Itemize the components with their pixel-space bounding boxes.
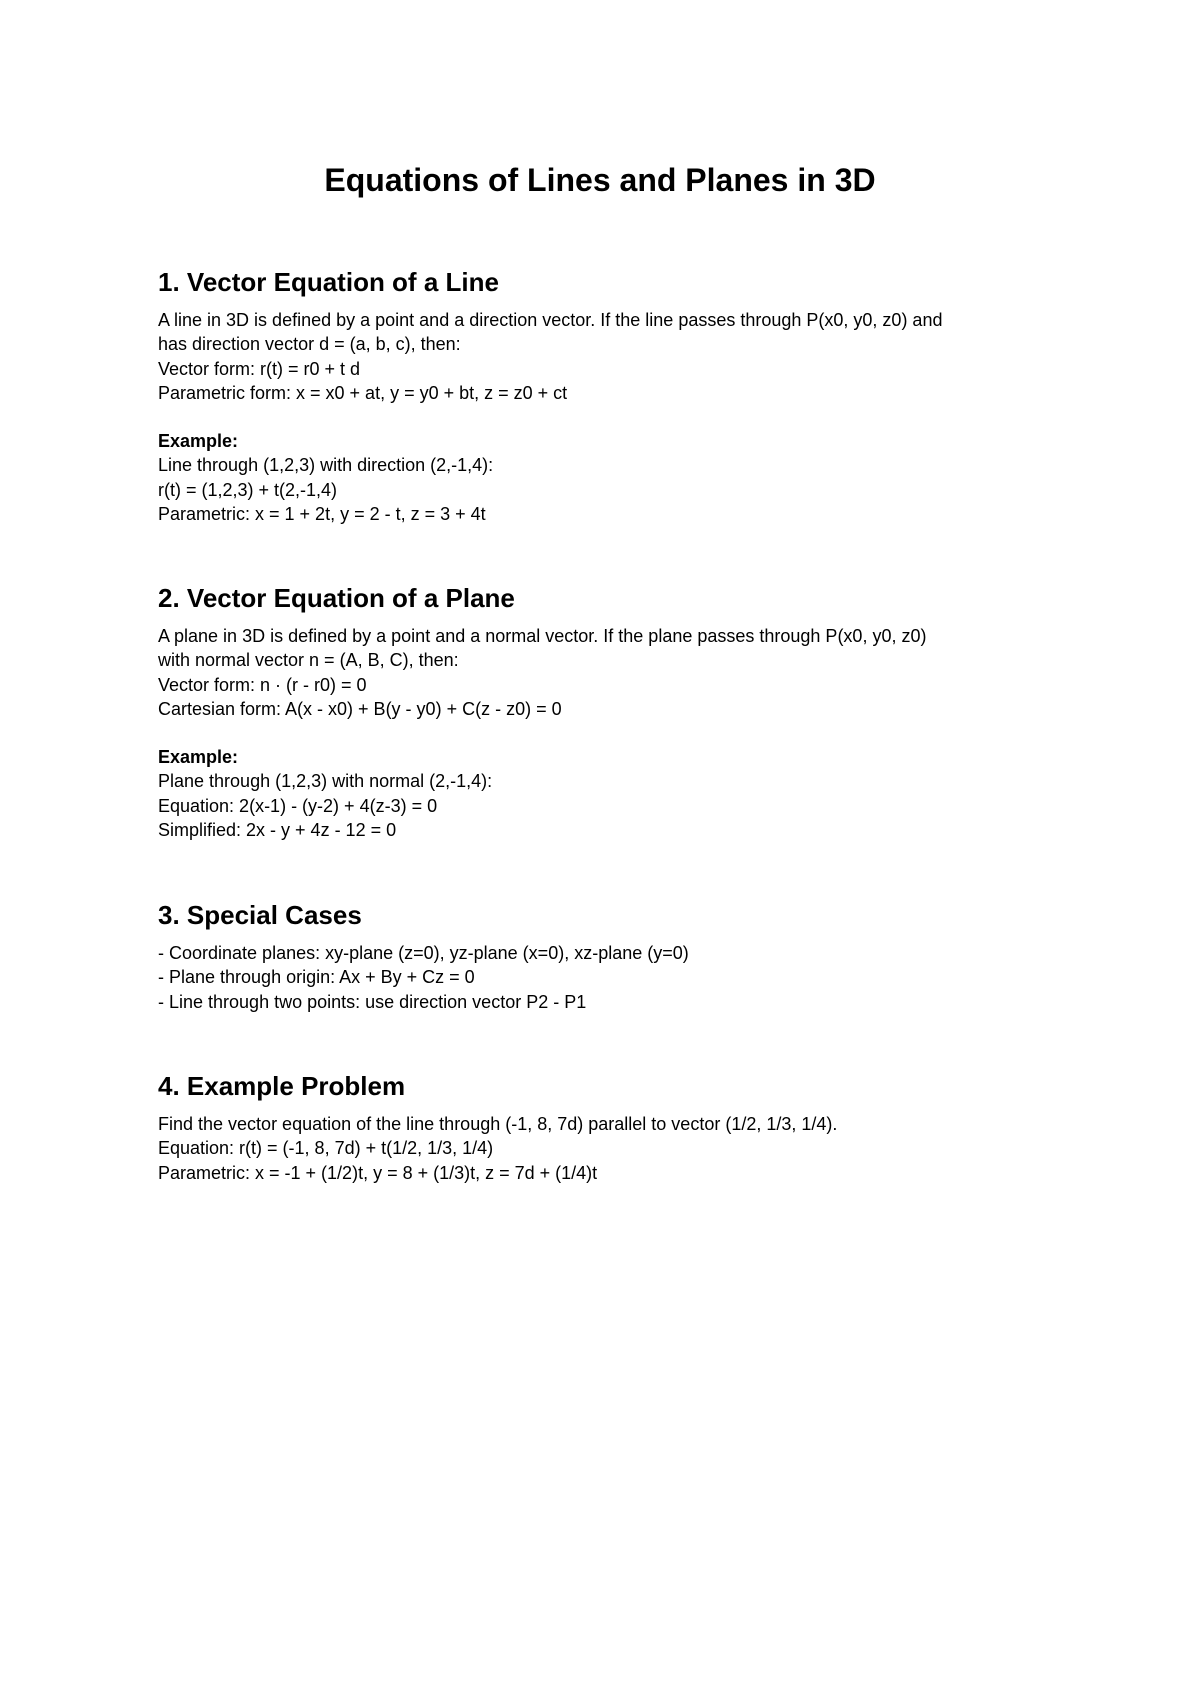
section-heading: 1. Vector Equation of a Line: [158, 267, 499, 297]
section-heading: 2. Vector Equation of a Plane: [158, 583, 515, 613]
list-item: - Coordinate planes: xy-plane (z=0), yz-plane (x=0), xz-plane (y=0): [158, 943, 689, 963]
body-text-line: has direction vector d = (a, b, c), then:: [158, 334, 461, 355]
body-text-line: Cartesian form: A(x - x0) + B(y - y0) + C(z - z0) = 0: [158, 698, 562, 719]
section-example-problem: [158, 1070, 1058, 1185]
section-heading: 4. Example Problem: [158, 1071, 406, 1101]
section-heading: 3. Special Cases: [158, 900, 362, 930]
example-line: r(t) = (1,2,3) + t(2,-1,4): [158, 479, 338, 500]
body-text-line: Vector form: r(t) = r0 + t d: [158, 358, 361, 379]
spacer: [158, 721, 1058, 745]
list-item: - Line through two points: use direction vector P2 - P1: [158, 991, 587, 1012]
example-line: Parametric: x = 1 + 2t, y = 2 - t, z = 3 + 4t: [158, 504, 486, 525]
section-vector-equation-plane: [158, 582, 1058, 842]
section-vector-equation-line: [158, 266, 1058, 526]
body-text-line: Parametric form: x = x0 + at, y = y0 + bt, z = z0 + ct: [158, 382, 568, 403]
body-text-line: A plane in 3D is defined by a point and a normal vector. If the plane passes through P(x0, y0, z0): [158, 626, 927, 646]
example-label: Example:: [158, 431, 239, 452]
section-special-cases: [158, 899, 1058, 1014]
spacer: [158, 405, 1058, 429]
body-text-line: Parametric: x = -1 + (1/2)t, y = 8 + (1/3)t, z = 7d + (1/4)t: [158, 1162, 598, 1183]
example-line: Simplified: 2x - y + 4z - 12 = 0: [158, 820, 397, 841]
body-text-line: with normal vector n = (A, B, C), then:: [158, 650, 459, 671]
body-text-line: Vector form: n · (r - r0) = 0: [158, 674, 367, 695]
document-title: Equations of Lines and Planes in 3D: [324, 162, 876, 198]
example-line: Plane through (1,2,3) with normal (2,-1,4):: [158, 771, 493, 792]
example-line: Line through (1,2,3) with direction (2,-1,4):: [158, 455, 494, 476]
body-text-line: Equation: r(t) = (-1, 8, 7d) + t(1/2, 1/3, 1/4): [158, 1138, 494, 1159]
example-line: Equation: 2(x-1) - (y-2) + 4(z-3) = 0: [158, 795, 438, 816]
list-item: - Plane through origin: Ax + By + Cz = 0: [158, 967, 475, 988]
body-text-line: A line in 3D is defined by a point and a direction vector. If the line passes through P(x0, y0, z0) and: [158, 310, 943, 330]
body-text-line: Find the vector equation of the line through (-1, 8, 7d) parallel to vector (1/2, 1/3, 1/4).: [158, 1114, 838, 1134]
example-label: Example:: [158, 747, 239, 768]
